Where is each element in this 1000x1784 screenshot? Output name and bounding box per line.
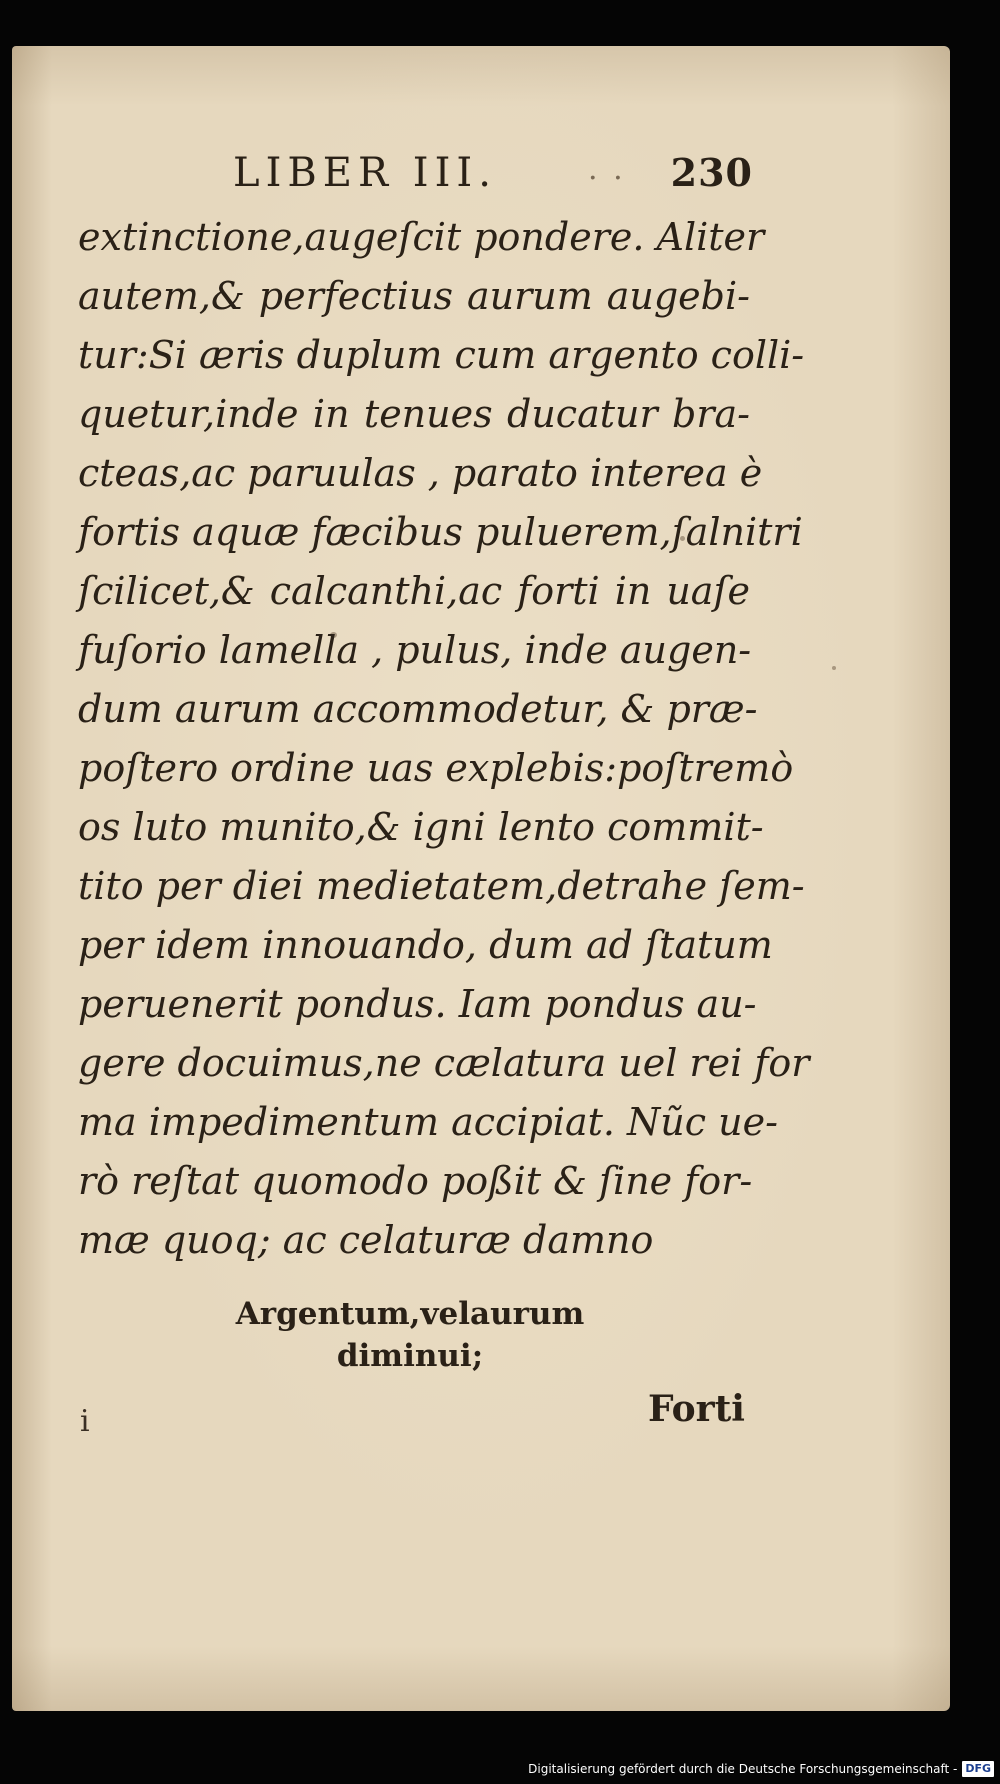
text-line: autem,& perfectius aurum augebi- <box>78 274 750 318</box>
text-line: fortis aquæ fæcibus puluerem,ſalnitri <box>78 510 803 554</box>
section-heading <box>190 1293 630 1377</box>
text-line: tur:Si æris duplum cum argento colli- <box>78 333 805 377</box>
digitization-credit <box>528 1758 994 1780</box>
body-text <box>78 208 810 1270</box>
section-heading-line: diminui; <box>336 1338 484 1374</box>
signature-mark: i <box>80 1404 90 1439</box>
text-line: ſcilicet,& calcanthi,ac forti in uaſe <box>78 569 750 613</box>
section-heading-line: Argentum,velaurum <box>235 1296 585 1332</box>
text-line: ma impedimentum accipiat. Nũc ue- <box>78 1100 778 1144</box>
text-line: extinctione,augeſcit pondere. Aliter <box>78 215 765 259</box>
text-line: peruenerit pondus. Iam pondus au- <box>78 982 757 1026</box>
text-line: poſtero ordine uas explebis:poſtremò <box>78 746 794 790</box>
text-line: quetur,inde in tenues ducatur bra- <box>78 392 750 436</box>
text-line: mæ quoq; ac celaturæ damno <box>78 1218 654 1262</box>
credit-text: Digitalisierung gefördert durch die Deutsche Forschungsgemeinschaft - <box>528 1762 958 1776</box>
text-line: os luto munito,& igni lento commit- <box>78 805 764 849</box>
ink-speck <box>832 666 836 670</box>
running-head-dots: . . <box>588 152 626 187</box>
running-title: LIBER III. <box>233 150 497 196</box>
text-line: per idem innouando, dum ad ſtatum <box>78 923 773 967</box>
running-head <box>233 150 753 200</box>
text-line: cteas,ac paruulas , parato interea è <box>78 451 763 495</box>
dfg-logo: DFG <box>962 1761 994 1777</box>
text-line: rò reſtat quomodo poßit & ſine for- <box>78 1159 753 1203</box>
text-line: dum aurum accommodetur, & præ- <box>78 687 758 731</box>
text-line: gere docuimus,ne cælatura uel rei for <box>78 1041 810 1085</box>
text-line: tito per diei medietatem,detrahe ſem- <box>78 864 805 908</box>
catchword: Forti <box>648 1388 745 1430</box>
text-line: fuſorio lamella , pulus, inde augen- <box>78 628 752 672</box>
page-number: 230 <box>670 150 753 195</box>
